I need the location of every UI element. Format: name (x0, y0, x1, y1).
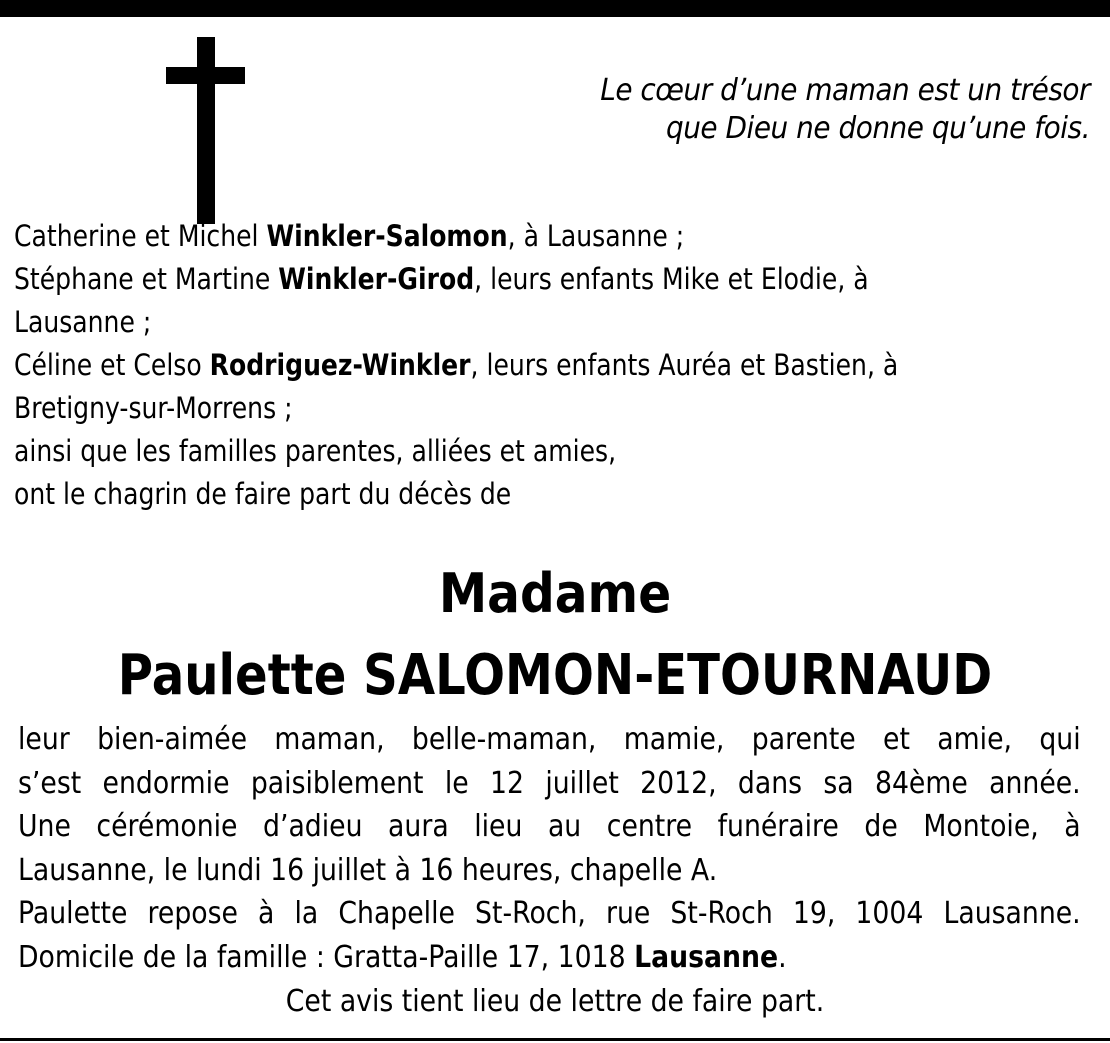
epitaph-quote (439, 72, 1090, 148)
body-line-5: Paulette repose à la Chapelle St-Roch, rue St-Roch 19, 1004 Lausanne. (18, 896, 1081, 931)
address-city: Lausanne (634, 939, 779, 975)
family-line-6: ainsi que les familles parentes, alliées et amies, (14, 434, 617, 468)
body-line-3: Une cérémonie d’adieu aura lieu au centre funéraire de Montoie, à (18, 809, 1081, 844)
family-name-winkler-salomon: Winkler-Salomon (266, 219, 508, 253)
body-line-4: Lausanne, le lundi 16 juillet à 16 heures, chapelle A. (18, 852, 718, 888)
family-line-2-text: Stéphane et Martine (14, 262, 279, 296)
cross-horizontal-bar (166, 67, 245, 84)
closing-note: Cet avis tient lieu de lettre de faire part. (285, 984, 825, 1019)
top-border (0, 0, 1110, 17)
family-name-winkler-girod: Winkler-Girod (278, 262, 475, 296)
deceased-title: Madame (438, 562, 672, 625)
cross-vertical-bar (197, 37, 215, 224)
family-line-5: Bretigny-sur-Morrens ; (14, 391, 293, 425)
quote-line-2: que Dieu ne donne qu’une fois. (665, 111, 1090, 146)
family-line-3: Lausanne ; (14, 305, 152, 339)
family-name-rodriguez-winkler: Rodriguez-Winkler (209, 348, 471, 382)
body-line-2: s’est endormie paisiblement le 12 juillet 2012, dans sa 84ème année. (18, 765, 1081, 801)
deceased-name: Paulette SALOMON-ETOURNAUD (117, 643, 993, 708)
family-line-7: ont le chagrin de faire part du décès de (14, 477, 512, 511)
obituary-body (18, 718, 1081, 979)
family-line-1-text: Catherine et Michel (14, 219, 267, 253)
family-line-2 (14, 258, 1017, 301)
family-line-1-place: , à Lausanne ; (507, 219, 685, 253)
body-line-1: leur bien-aimée maman, belle-maman, mamie, parente et amie, qui (18, 722, 1081, 757)
family-address: Domicile de la famille : Gratta-Paille 17, 1018 (18, 939, 635, 975)
body-line-6 (18, 936, 1081, 980)
family-line-1 (14, 215, 1017, 258)
family-line-4 (14, 344, 1017, 387)
family-line-2-place: , leurs enfants Mike et Elodie, à (474, 262, 869, 296)
bottom-border (0, 1038, 1110, 1041)
family-line-4-text: Céline et Celso (14, 348, 210, 382)
quote-line-1: Le cœur d’une maman est un trésor (600, 73, 1090, 108)
family-line-4-place: , leurs enfants Auréa et Bastien, à (470, 348, 899, 382)
family-announcement (14, 215, 1017, 516)
address-period: . (778, 939, 787, 975)
